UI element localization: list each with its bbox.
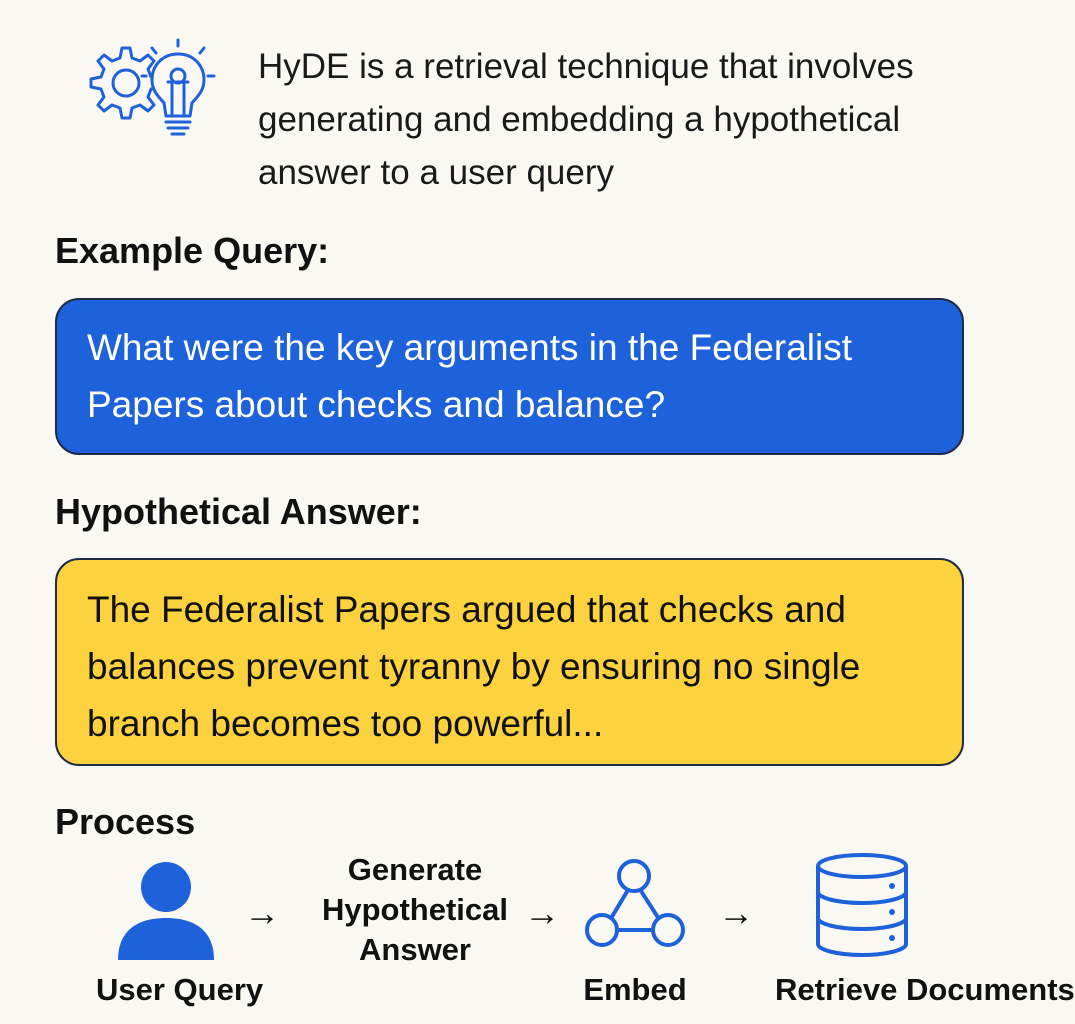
step-label-embed: Embed (583, 972, 687, 1007)
gear-lightbulb-icon (82, 36, 222, 148)
arrow-icon: → (524, 892, 560, 933)
arrow-icon: → (718, 892, 754, 933)
example-query-heading: Example Query: (55, 230, 330, 271)
example-query-box: What were the key arguments in the Federalist Papers about checks and balance? (55, 298, 964, 455)
hypothetical-answer-heading: Hypothetical Answer: (55, 491, 422, 532)
user-icon (114, 860, 218, 962)
database-icon (812, 852, 912, 958)
intro-description: HyDE is a retrieval technique that involves generating and embedding a hypothetical answer to a user query (258, 47, 914, 192)
hypothetical-answer-box: The Federalist Papers argued that checks and balances prevent tyranny by ensuring no single branch becomes too powerful... (55, 558, 964, 766)
arrow-icon: → (244, 892, 280, 933)
embed-graph-icon (584, 858, 686, 950)
step-label-retrieve: Retrieve Documents (775, 972, 1075, 1007)
step-label-generate: Generate Hypothetical Answer (321, 852, 509, 967)
process-heading: Process (55, 801, 196, 842)
step-label-user-query: User Query (96, 972, 264, 1007)
